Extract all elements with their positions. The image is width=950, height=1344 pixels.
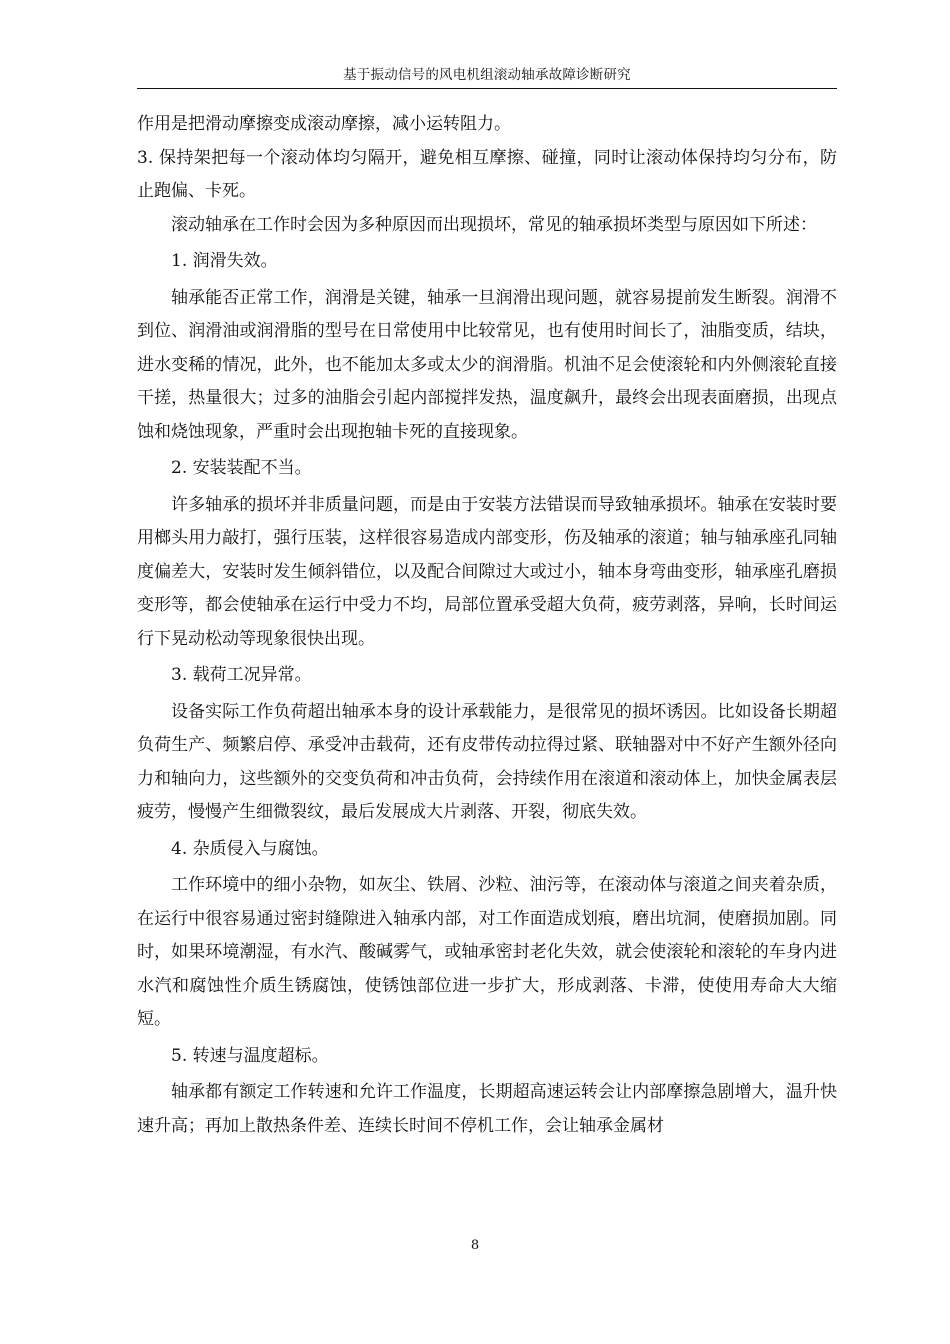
body-text	[137, 108, 837, 1143]
page-number: 8	[470, 1238, 480, 1253]
header-rule	[137, 88, 837, 89]
paragraph-speed-temperature: 轴承都有额定工作转速和允许工作温度，长期超高速运转会让内部摩擦急剧增大，温升快速升高；再加上散热条件差、连续长时间不停机工作，会让轴承金属材	[137, 1082, 837, 1136]
paragraph-load: 设备实际工作负荷超出轴承本身的设计承载能力，是很常见的损坏诱因。比如设备长期超负荷生产、频繁启停、承受冲击载荷，还有皮带传动拉得过紧、联轴器对中不好产生额外径向力和轴向力，这些额外的交变负荷和冲击负荷，会持续作用在滚道和滚动体上，加快金属表层疲劳，慢慢产生细微裂纹，最后发展成大片剥落、开裂，彻底失效。	[137, 701, 837, 822]
section-heading-lubrication: 1. 润滑失效。	[171, 251, 278, 271]
section-heading-load: 3. 载荷工况异常。	[171, 665, 312, 685]
section-heading-contamination: 4. 杂质侵入与腐蚀。	[171, 838, 329, 859]
paragraph-installation: 许多轴承的损坏并非质量问题，而是由于安装方法错误而导致轴承损坏。轴承在安装时要用榔头用力敲打，强行压装，这样很容易造成内部变形，伤及轴承的滚道；轴与轴承座孔同轴度偏差大，安装时发生倾斜错位，以及配合间隙过大或过小，轴本身弯曲变形，轴承座孔磨损变形等，都会使轴承在运行中受力不均，局部位置承受超大负荷，疲劳剥落，异响，长时间运行下晃动松动等现象很快出现。	[137, 494, 837, 649]
section-heading-speed-temperature: 5. 转速与温度超标。	[171, 1045, 329, 1066]
list-item-cage: 3. 保持架把每一个滚动体均匀隔开，避免相互摩擦、碰撞，同时让滚动体保持均匀分布，防止跑偏、卡死。	[137, 147, 837, 201]
section-heading-installation: 2. 安装装配不当。	[171, 458, 312, 478]
paragraph-lubrication: 轴承能否正常工作，润滑是关键，轴承一旦润滑出现问题，就容易提前发生断裂。润滑不到位、润滑油或润滑脂的型号在日常使用中比较常见，也有使用时间长了，油脂变质，结块，进水变稀的情况，此外，也不能加太多或太少的润滑脂。机油不足会使滚轮和内外侧滚轮直接干搓，热量很大；过多的油脂会引起内部搅拌发热，温度飙升，最终会出现表面磨损，出现点蚀和烧蚀现象，严重时会出现抱轴卡死的直接现象。	[137, 287, 837, 442]
running-header: 基于振动信号的风电机组滚动轴承故障诊断研究	[343, 67, 631, 83]
paragraph-contamination: 工作环境中的细小杂物，如灰尘、铁屑、沙粒、油污等，在滚动体与滚道之间夹着杂质，在运行中很容易通过密封缝隙进入轴承内部，对工作面造成划痕，磨出坑洞，使磨损加剧。同时，如果环境潮湿，有水汽、酸碱雾气，或轴承密封老化失效，就会使滚轮和滚轮的车身内进水汽和腐蚀性介质生锈腐蚀，使锈蚀部位进一步扩大，形成剥落、卡滞，使使用寿命大大缩短。	[137, 875, 837, 1029]
paragraph-continuation: 作用是把滑动摩擦变成滚动摩擦，减小运转阻力。	[137, 114, 511, 134]
paragraph-damage-intro: 滚动轴承在工作时会因为多种原因而出现损坏，常见的轴承损坏类型与原因如下所述：	[171, 214, 817, 235]
